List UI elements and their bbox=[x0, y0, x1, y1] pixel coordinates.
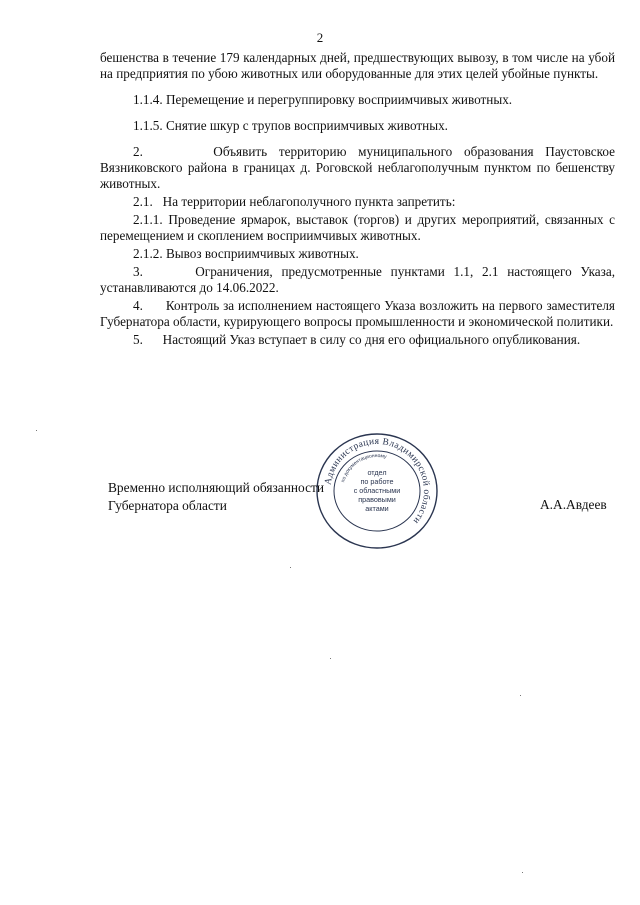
seal-outer-text: Администрация Владимирской области bbox=[323, 436, 432, 526]
svg-text:с областными: с областными bbox=[353, 486, 401, 495]
scan-speck bbox=[330, 658, 331, 659]
signatory-title bbox=[108, 479, 324, 515]
scan-speck bbox=[522, 872, 523, 873]
paragraph-5: 5. Настоящий Указ вступает в силу со дня его официального опубликования. bbox=[133, 332, 581, 347]
svg-text:актами: актами bbox=[365, 504, 389, 513]
scan-speck bbox=[520, 695, 521, 696]
svg-text:правовыми: правовыми bbox=[358, 495, 396, 504]
seal-center-text bbox=[354, 468, 401, 513]
paragraph-1-1-5: 1.1.5. Снятие шкур с трупов восприимчивых животных. bbox=[133, 118, 448, 133]
paragraph-1-1-4: 1.1.4. Перемещение и перегруппировку восприимчивых животных. bbox=[133, 92, 513, 107]
page-number: 2 bbox=[316, 30, 324, 45]
paragraph-2-1-1: 2.1.1. Проведение ярмарок, выставок (торгов) и других мероприятий, связанных с перемещением и скоплением восприимчивых животных. bbox=[100, 212, 615, 243]
svg-text:отдел: отдел bbox=[367, 468, 387, 477]
paragraph-continuation: бешенства в течение 179 календарных дней, предшествующих вывозу, в том числе на убой на предприятия по убою животных или оборудованные для этих целей убойные пункты. bbox=[100, 50, 615, 81]
official-seal bbox=[312, 430, 442, 552]
scan-speck bbox=[290, 567, 291, 568]
paragraph-2: 2. Объявить территорию муниципального образования Паустовское Вязниковского района в границах д. Роговской неблагополучным пунктом по бешенству животных. bbox=[100, 144, 615, 191]
paragraph-2-1-2: 2.1.2. Вывоз восприимчивых животных. bbox=[133, 246, 359, 261]
document-body bbox=[100, 50, 615, 348]
paragraph-2-1: 2.1. На территории неблагополучного пункта запретить: bbox=[133, 194, 456, 209]
paragraph-4: 4. Контроль за исполнением настоящего Указа возложить на первого заместителя Губернатора области, курирующего вопросы промышленности и экономической политики. bbox=[100, 298, 615, 329]
paragraph-3: 3. Ограничения, предусмотренные пунктами 1.1, 2.1 настоящего Указа, устанавливаются до 14.06.2022. bbox=[100, 264, 615, 295]
svg-text:по работе: по работе bbox=[360, 477, 394, 486]
scan-speck bbox=[36, 430, 37, 431]
seal-inner-ring-text: по документационному bbox=[340, 452, 388, 484]
signatory-title-line-1: Временно исполняющий обязанности bbox=[108, 480, 325, 495]
signatory-title-line-2: Губернатора области bbox=[108, 498, 227, 513]
signatory-name: А.А.Авдеев bbox=[540, 497, 607, 512]
